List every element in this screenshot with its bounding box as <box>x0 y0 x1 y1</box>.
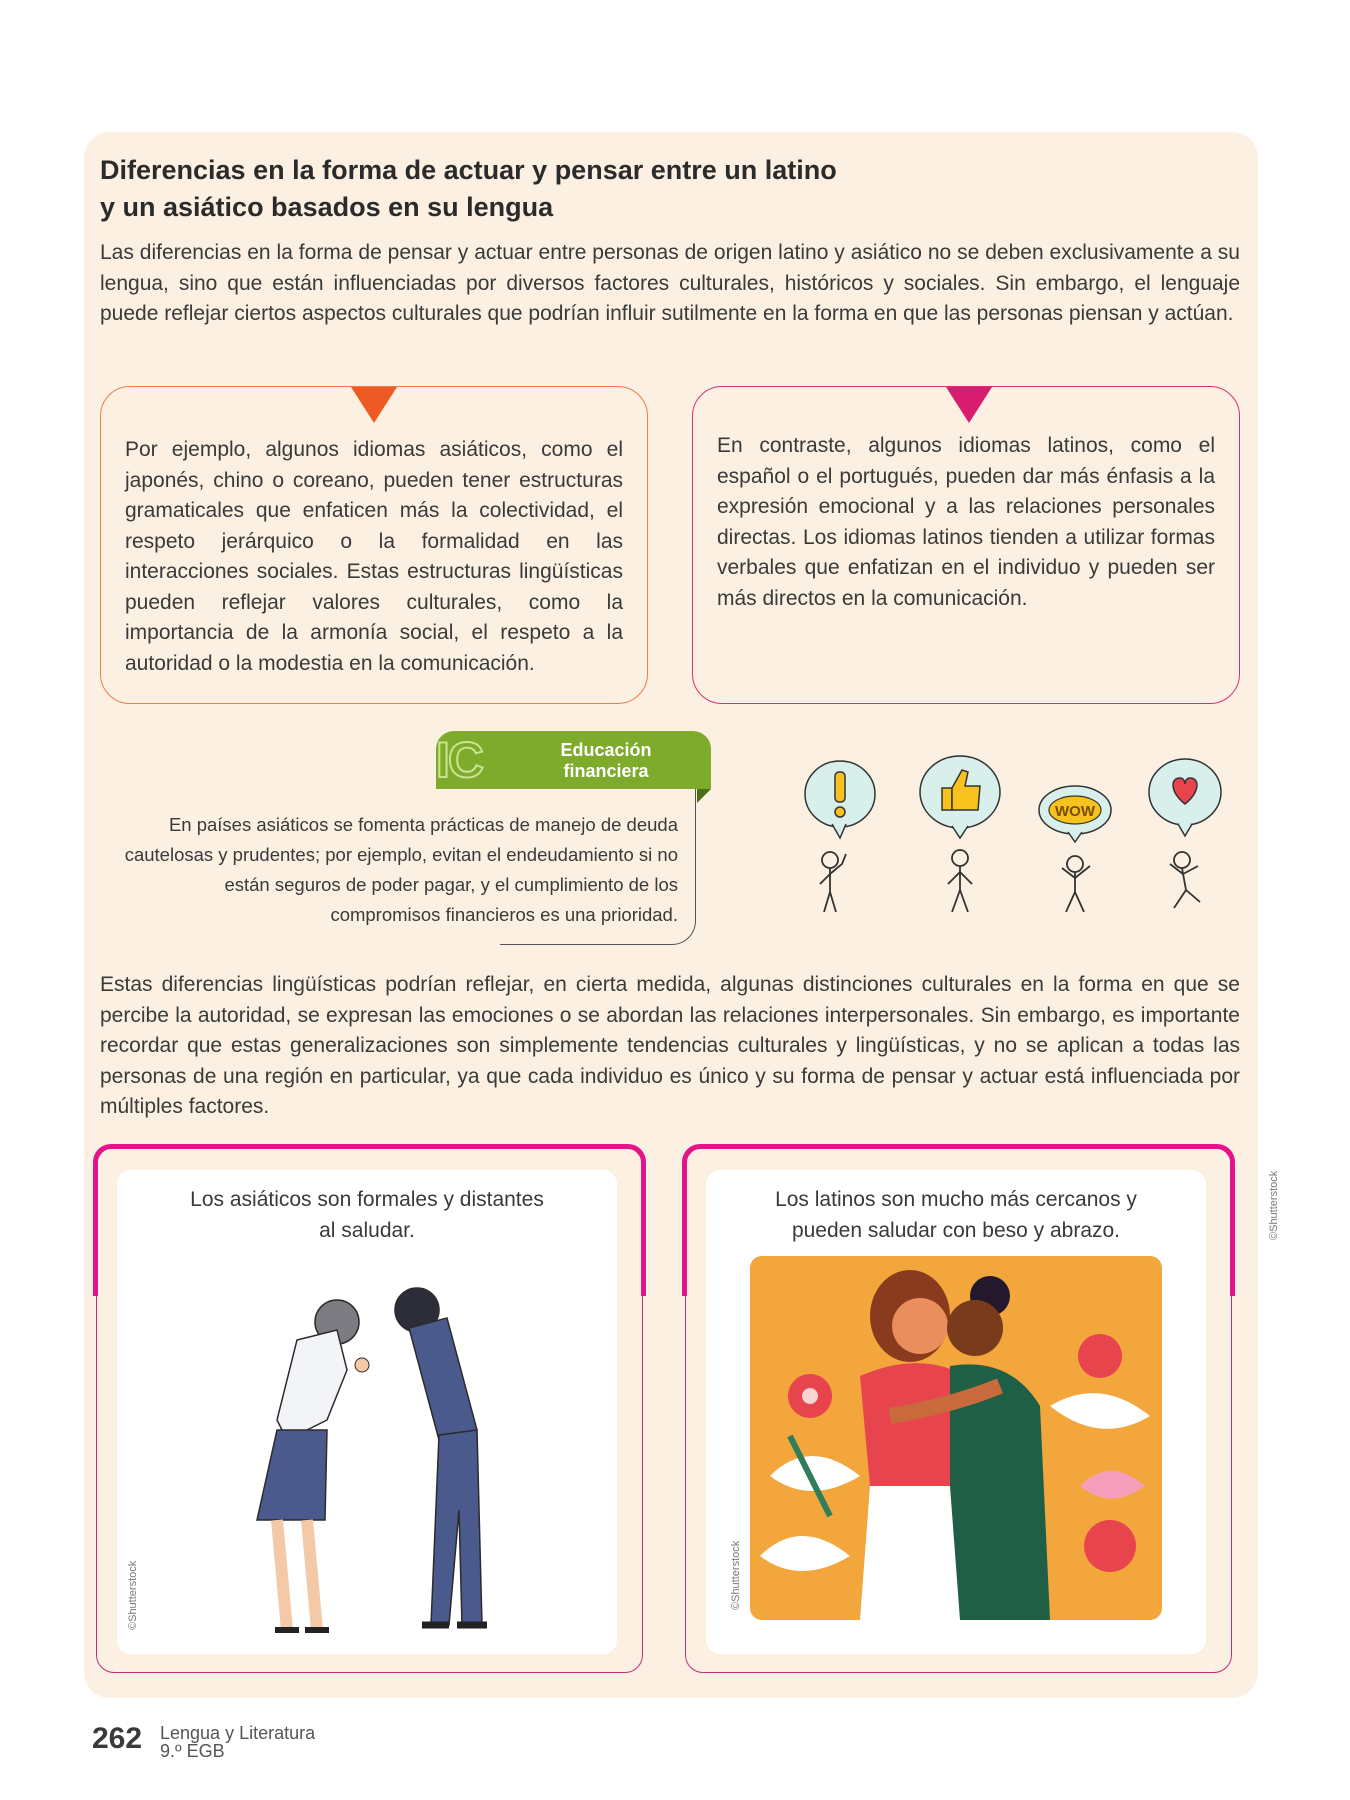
financial-title-line-2: financiera <box>563 761 649 781</box>
tab-fold <box>697 789 711 803</box>
financial-education-tab <box>436 731 711 789</box>
outro-paragraph: Estas diferencias lingüísticas podrían reflejar, en cierta medida, algunas distinciones culturales en la forma en que se percibe la autoridad, se expresan las emociones o se abordan las relaciones interpersonales. Sin embargo, es importante recordar que estas generalizaciones son simplemente tendencias culturales y lingüísticas, y no se aplican a todas las personas de una región en particular, ya que cada individuo es único y su forma de pensar y actuar está influenciada por múltiples factores. <box>100 973 1240 1118</box>
asian-caption-line-2: al saludar. <box>319 1219 415 1242</box>
footer-subject <box>160 1724 315 1760</box>
latin-caption-line-1: Los latinos son mucho más cercanos y <box>775 1188 1137 1211</box>
hugging-women-illustration <box>750 1256 1162 1620</box>
thumbs-up-icon <box>920 756 1000 912</box>
side-image-credit: ©Shutterstock <box>1268 1170 1280 1240</box>
asian-languages-box <box>100 386 648 704</box>
footer-subject-name: Lengua y Literatura <box>160 1723 316 1743</box>
financial-education-text: En países asiáticos se fomenta prácticas de manejo de deuda cautelosas y prudentes; por ejemplo, evitan el endeudamiento si no están seguros de poder pagar, y el cumplimiento de los compromisos financieros es una prioridad. <box>124 814 678 925</box>
pink-triangle-icon <box>946 387 992 423</box>
bowing-woman <box>257 1300 369 1630</box>
bowing-people-illustration <box>177 1270 557 1650</box>
financial-education-title <box>526 740 686 782</box>
wow-icon <box>1039 786 1111 912</box>
asian-greeting-panel <box>117 1170 617 1654</box>
financial-title-line-1: Educación <box>560 740 652 760</box>
asian-greeting-card <box>96 1147 643 1673</box>
page-title <box>100 152 880 226</box>
asian-greeting-caption <box>137 1184 597 1246</box>
bowing-man <box>395 1288 487 1625</box>
latin-caption-line-2: pueden saludar con beso y abrazo. <box>791 1219 1121 1242</box>
emoji-reactions-illustration <box>790 752 1230 912</box>
page-title-line-1: Diferencias en la forma de actuar y pensar entre un latino <box>100 155 837 185</box>
latin-languages-text: En contraste, algunos idiomas latinos, como el español o el portugués, pueden dar más énfasis a la expresión emocional y a las relaciones personales directas. Los idiomas latinos tienden a utilizar formas verbales que enfatizan en el individuo y pueden ser más directos en la comunicación. <box>717 434 1215 610</box>
asian-languages-text: Por ejemplo, algunos idiomas asiáticos, como el japonés, chino o coreano, pueden tener estructuras gramaticales que enfaticen más la colectividad, el respeto jerárquico o la formalidad en las interacciones sociales. Estas estructuras lingüísticas pueden reflejar valores culturales, como la importancia de la armonía social, el respeto a la autoridad o la modestia en la comunicación. <box>125 438 623 675</box>
asian-image-credit: ©Shutterstock <box>127 1560 139 1630</box>
latin-greeting-card <box>685 1147 1232 1673</box>
intro-paragraph: Las diferencias en la forma de pensar y actuar entre personas de origen latino y asiático no se deben exclusivamente a su lengua, sino que están influenciadas por diversos factores culturales, históricos y sociales. Sin embargo, el lenguaje puede reflejar ciertos aspectos culturales que podrían influir sutilmente en la forma en que las personas piensan y actúan. <box>100 241 1240 325</box>
orange-triangle-icon <box>351 387 397 423</box>
page-number: 262 <box>92 1722 143 1755</box>
latin-greeting-caption <box>726 1184 1186 1246</box>
exclamation-icon <box>805 761 875 912</box>
latin-greeting-panel <box>706 1170 1206 1654</box>
page-title-line-2: y un asiático basados en su lengua <box>100 192 554 222</box>
ic-logo-icon: IC <box>436 732 482 788</box>
asian-caption-line-1: Los asiáticos son formales y distantes <box>190 1188 544 1211</box>
latin-image-credit: ©Shutterstock <box>730 1540 742 1610</box>
footer-grade: 9.º EGB <box>160 1741 225 1761</box>
wow-text: WOW <box>1055 803 1095 820</box>
heart-icon <box>1149 759 1221 908</box>
latin-languages-box <box>692 386 1240 704</box>
